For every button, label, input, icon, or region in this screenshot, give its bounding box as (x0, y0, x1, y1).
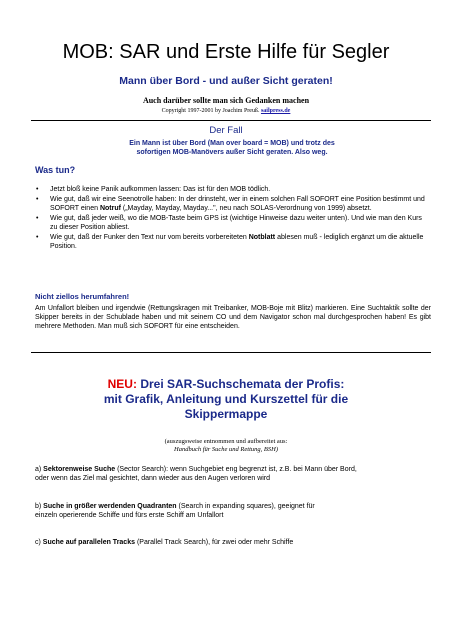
list-item: • Wie gut, daß der Funker den Text nur vom bereits vorbereiteten Notblatt ablesen muß - lediglich ergänzt um die aktuelle Position. (36, 234, 424, 250)
search-method-a: a) Sektorenweise Suche (Sector Search): wenn Suchgebiet eng begrenzt ist, z.B. bei Mann über Bord, oder wenn das Ziel mal gesichtet, dann wieder aus den Augen verloren wird (35, 466, 357, 482)
divider-middle (31, 352, 431, 353)
copyright-line (0, 108, 452, 114)
list-item: • Wie gut, daß wir eine Seenotrolle haben: In der drinsteht, wer in einem solchen Fall SOFORT eine Position bestimmt und SOFORT einen Notruf („Mayday, Mayday, Mayday...", neu nach SOLAS-Verordnung von 1999) absetzt. (36, 196, 425, 212)
method-term: Sektorenweise Suche (43, 466, 116, 473)
method-term: Suche auf parallelen Tracks (42, 539, 135, 546)
heading-was-tun: Was tun? (35, 165, 76, 175)
list-item: • Jetzt bloß keine Panik aufkommen lassen: Das ist für den MOB tödlich. (36, 186, 271, 193)
search-method-b: b) Suche in größer werdenden Quadranten (Search in expanding squares), geeignet für einzeln operierende Schiffe und fürs erste Schiff am Unfallort (35, 503, 315, 519)
divider-top (31, 120, 431, 121)
fall-line-1: Ein Mann ist über Bord (Man over board = MOB) und trotz des (129, 140, 335, 147)
neu-heading (40, 377, 412, 422)
page-tagline: Auch darüber sollte man sich Gedanken machen (142, 96, 310, 105)
sailpress-link[interactable]: sailpress.de (260, 108, 291, 114)
neu-label: NEU: (107, 377, 137, 391)
action-list (36, 185, 431, 252)
paragraph-unfallort: Am Unfallort bleiben und irgendwie (Rettungskragen mit Treibanker, MOB-Boje mit Blitz) markieren. Eine Suchtaktik sollte der Skipper bereits in der Schublade haben und mit seinem CO und dem Navigator schon mal durchgesprochen haben! Es gibt mehrere Methoden. Man muß sich SOFORT für eine entscheiden. (35, 305, 431, 330)
bullet-icon: • (36, 234, 39, 241)
bullet-icon: • (36, 186, 39, 193)
section-title-fall: Der Fall (209, 125, 243, 136)
source-line-1: (auszugsweise entnommen und aufbereitet aus: (164, 438, 288, 445)
page-subtitle: Mann über Bord - und außer Sicht geraten! (119, 75, 333, 87)
neu-line-3: Skippermappe (184, 407, 268, 421)
bullet-icon: • (36, 196, 39, 203)
neu-line-1: Drei SAR-Suchschemata der Profis: (140, 377, 345, 391)
neu-line-2: mit Grafik, Anleitung und Kurszettel für die (103, 392, 349, 406)
fall-line-2: sofortigen MOB-Manövers außer Sicht geraten. Also weg. (136, 149, 328, 156)
method-term: Suche in größer werdenden Quadranten (43, 503, 177, 510)
notruf-term: Notruf (99, 205, 121, 212)
list-item: • Wie gut, daß jeder weiß, wo die MOB-Taste beim GPS ist (wichtige Hinweise dazu weiter unten). Und wie man den Kurs zu dieser Position abliest. (36, 215, 422, 231)
fall-description (112, 139, 352, 157)
source-line-2: Handbuch für Suche und Rettung, BSH) (174, 446, 278, 453)
notblatt-term: Notblatt (248, 234, 276, 241)
page-title: MOB: SAR und Erste Hilfe für Segler (62, 41, 390, 63)
source-note (0, 438, 452, 454)
copyright-text: Copyright 1997-2001 by Joachim Preuß. (161, 108, 260, 114)
search-method-c: c) Suche auf parallelen Tracks (Parallel Track Search), für zwei oder mehr Schiffe (35, 539, 294, 546)
bullet-icon: • (36, 215, 39, 222)
heading-nicht-ziellos: Nicht ziellos herumfahren! (35, 292, 130, 301)
